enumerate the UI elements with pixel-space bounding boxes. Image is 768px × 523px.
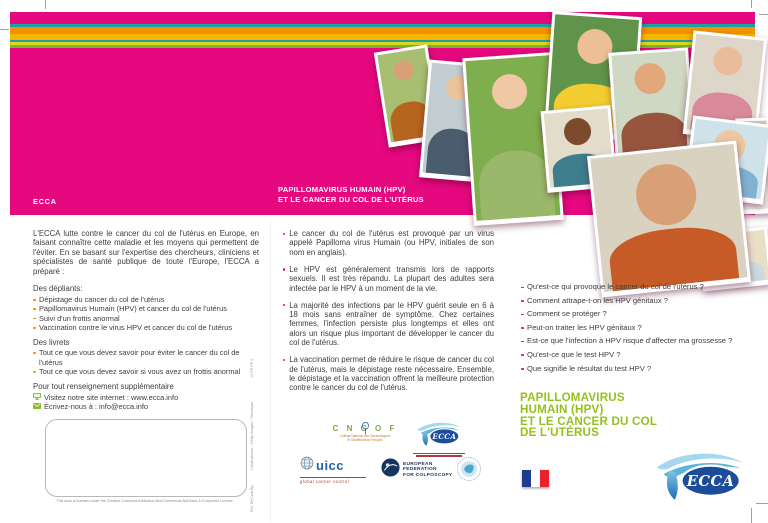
bullet-dash — [33, 352, 36, 354]
leaflet-title: Suivi d'un frottis anormal — [39, 313, 120, 323]
ecca-logo — [650, 446, 750, 507]
bullet-dash — [33, 371, 36, 373]
leaflet-title: Papillomavirus Humain (HPV) et cancer du col de l'utérus — [39, 304, 227, 314]
uicc-logo — [300, 456, 366, 484]
bullet-dash — [33, 299, 36, 301]
center-panel — [283, 229, 494, 400]
ecca-intro-paragraph: L'ECCA lutte contre le cancer du col de l'utérus en Europe, en faisant connaître cette maladie et les moyens qui permettent de l'éviter. En se basant sur l'expertise des chercheurs, cliniciens et spécialistes de santé publique de toute l'Europe, l'ECCA a préparé : — [33, 229, 259, 276]
uicc-tagline: global cancer control — [300, 477, 366, 484]
stripe-green — [10, 45, 755, 48]
list-item — [33, 348, 259, 367]
uicc-name: uicc — [316, 458, 345, 473]
crop-mark — [45, 0, 46, 9]
question-text: Comment attrape-t-on les HPV génitaux ? — [527, 295, 668, 305]
question-item — [521, 324, 732, 332]
crop-mark — [0, 29, 9, 30]
globe-icon — [300, 456, 314, 475]
question-item — [521, 337, 732, 345]
cover-title-line: DE L'UTÉRUS — [520, 426, 600, 440]
bullet-dot — [283, 304, 285, 306]
efc-emblem-icon — [381, 458, 400, 482]
leaflet-title: Vaccination contre le virus HPV et cancer du col de l'utérus — [39, 323, 233, 333]
email-text: Écrivez-nous à : info@ecca.info — [44, 402, 149, 412]
website-line — [33, 393, 259, 403]
efc-logo — [381, 458, 453, 482]
booklets-heading: Des livrets — [33, 337, 70, 347]
crop-mark — [751, 0, 752, 8]
racket-icon — [361, 422, 370, 437]
svg-text:ECCA: ECCA — [432, 431, 457, 441]
list-item — [33, 304, 259, 313]
info-bullet — [283, 265, 494, 293]
bullet-dot — [283, 359, 285, 361]
cover-title-line: HUMAIN (HPV) — [520, 402, 604, 416]
bullet-text: Le cancer du col de l'utérus est provoqué par un virus appelé Papilloma virus Humain (ou HPV, initiales de son nom en anglais). — [289, 229, 494, 257]
portrait-photo — [587, 141, 751, 298]
cover-questions — [521, 283, 732, 378]
question-item — [521, 365, 732, 373]
left-panel — [33, 229, 259, 412]
question-text: Qu'est-ce que le test HPV ? — [527, 349, 621, 359]
bullet-dash — [521, 368, 524, 370]
banner-title-line1: PAPILLOMAVIRUS HUMAIN (HPV) — [278, 185, 406, 194]
bullet-dash — [521, 341, 524, 343]
question-text: Qu'est-ce qui provoque le cancer du col de l'utérus ? — [527, 282, 704, 291]
cngof-caption: Collège National des Gynécologues et Obstétriciens Français — [339, 434, 391, 442]
stripe-orange — [10, 27, 755, 34]
question-text: Comment se protéger ? — [527, 309, 607, 319]
cover-title-line: ET LE CANCER DU COL — [520, 414, 658, 428]
crop-mark — [751, 508, 752, 523]
bullet-text: La vaccination permet de réduire le risque de cancer du col de l'utérus, mais le dépistage reste nécessaire. Ensemble, le dépistage et la vaccination offrent la meilleure protection contre le cancer du col de l'utérus. — [289, 355, 494, 393]
bullet-dash — [33, 318, 36, 320]
ecca-logo-small-graphic — [413, 419, 465, 447]
email-line — [33, 402, 259, 412]
list-item — [33, 314, 259, 323]
bullet-dash — [521, 314, 524, 316]
question-text: Est-ce que l'infection à HPV risque d'affecter ma grossesse ? — [527, 336, 733, 346]
ecca-logo-small — [410, 419, 468, 457]
monitor-icon — [33, 393, 41, 403]
crop-mark — [756, 503, 768, 504]
bullet-dash — [521, 300, 524, 302]
leaflets-heading: Des dépliants: — [33, 284, 83, 294]
question-text: Que signifie le résultat du test HPV ? — [527, 363, 652, 373]
print-code-vertical: 12 FR PF 2 — [250, 358, 254, 378]
bullet-dash — [521, 287, 524, 289]
ecca-small-caption-bar — [413, 453, 465, 454]
info-bullet — [283, 301, 494, 348]
question-item — [521, 351, 732, 359]
bullet-dash — [33, 308, 36, 310]
crop-mark — [759, 14, 768, 15]
booklet-title: Tout ce que vous devez savoir si vous avez un frottis anormal — [39, 367, 241, 377]
bullet-dash — [33, 327, 36, 329]
question-item — [521, 310, 732, 318]
contact-heading: Pour tout renseignement supplémentaire — [33, 381, 174, 391]
cover-title-line: PAPILLOMAVIRUS — [520, 391, 625, 404]
ecca-logo-graphic — [650, 446, 750, 502]
website-text: Visitez notre site internet : www.ecca.info — [44, 392, 179, 402]
banner-title — [278, 185, 424, 205]
list-item — [33, 295, 259, 304]
cngof-logo — [328, 424, 402, 443]
license-note: This work is licensed under the Creative Commons Attribution-NonCommercial-NoDerivs 3.0 Unported License. — [56, 499, 234, 503]
efc-text: EUROPEAN FEDERATION FOR COLPOSCOPY — [403, 461, 453, 478]
photo-credit-vertical: Crédit photos : Getty Images / Stockbyte — [250, 401, 254, 470]
french-flag-icon — [522, 470, 549, 487]
booklet-title: Tout ce que vous devez savoir pour éviter le cancer du col de l'utérus — [39, 348, 240, 367]
bullet-dash — [521, 327, 524, 329]
bullet-dot — [283, 268, 285, 270]
bullet-text: La majorité des infections par le HPV guérit seule en 6 à 18 mois sans entraîner de symptôme. Chez certaines femmes, l'infection persiste plus longtemps et elles ont alors un risque plus important de développer le cancer du col de l'utérus. — [289, 300, 494, 348]
fold-line — [270, 222, 271, 522]
cover-title — [520, 392, 657, 439]
list-item — [33, 367, 259, 376]
list-item — [33, 323, 259, 332]
cngof-letters: C N G O F — [328, 424, 402, 433]
banner-ecca-label: ECCA — [33, 197, 57, 206]
address-box — [45, 419, 247, 497]
leaflet-title: Dépistage du cancer du col de l'utérus — [39, 294, 165, 304]
question-item — [521, 283, 732, 291]
question-text: Peut-on traiter les HPV génitaux ? — [527, 322, 642, 332]
info-bullet — [283, 229, 494, 257]
envelope-icon — [33, 402, 41, 412]
bullet-text: Le HPV est généralement transmis lors de rapports sexuels. Il est très répandu. La plupart des adultes sera infectée par le HPV à un moment de la vie. — [289, 264, 494, 293]
bullet-dash — [521, 354, 524, 356]
ref-code-vertical: Réf. BHCwb.Bp — [250, 485, 254, 512]
society-seal-logo — [456, 456, 482, 487]
question-item — [521, 297, 732, 305]
banner-title-line2: ET LE CANCER DU COL DE L'UTÉRUS — [278, 195, 424, 204]
svg-text:ECCA: ECCA — [686, 472, 735, 490]
info-bullet — [283, 355, 494, 393]
bullet-dot — [283, 233, 285, 235]
